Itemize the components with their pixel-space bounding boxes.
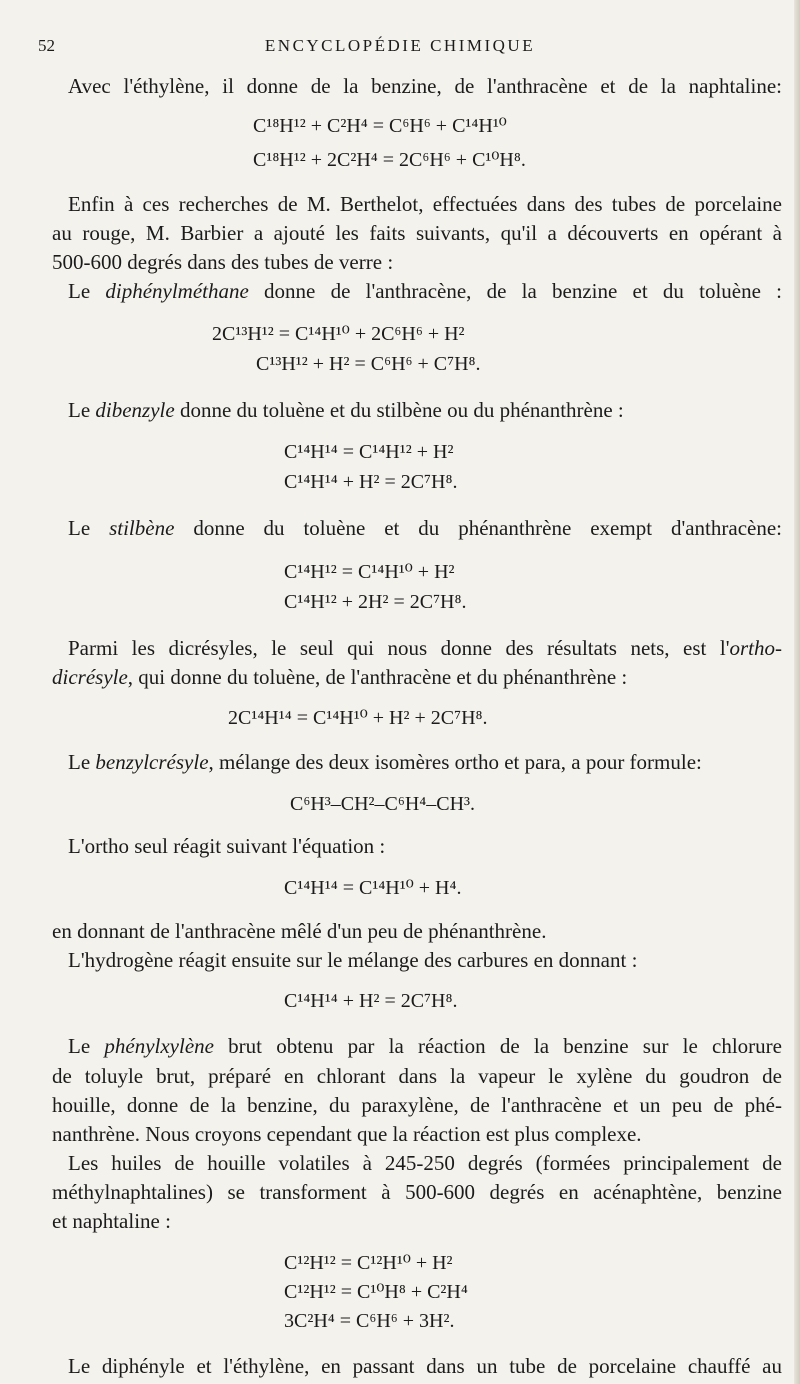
- text-run: Le: [68, 398, 96, 422]
- equation: C¹⁴H¹⁴ + H² = 2C⁷H⁸.: [284, 990, 458, 1012]
- equation: C¹⁴H¹² + 2H² = 2C⁷H⁸.: [284, 591, 467, 613]
- text-run: donne du toluène et du phénanthrène exempt d'anthracène:: [174, 516, 782, 540]
- body-line: [68, 396, 782, 424]
- equation: C¹³H¹² + H² = C⁶H⁶ + C⁷H⁸.: [256, 353, 481, 375]
- text-run: Parmi les dicrésyles, le seul qui nous donne des résultats nets, est l': [68, 636, 730, 660]
- body-line: [52, 663, 782, 691]
- text-run: Le: [68, 279, 106, 303]
- text-run: , mélange des deux isomères ortho et para, a pour formule:: [208, 750, 702, 774]
- equation: 2C¹⁴H¹⁴ = C¹⁴H¹⁰ + H² + 2C⁷H⁸.: [228, 707, 488, 729]
- body-line: nanthrène. Nous croyons cependant que la réaction est plus complexe.: [52, 1122, 642, 1146]
- body-line: houille, donne de la benzine, du paraxylène, de l'anthracène et un peu de phé-: [52, 1093, 782, 1117]
- page-number: 52: [38, 36, 55, 55]
- compound-name: benzylcrésyle: [95, 750, 209, 774]
- body-line: [68, 748, 782, 776]
- body-line: [68, 514, 782, 542]
- text-run: donne de l'anthracène, de la benzine et du toluène :: [248, 279, 783, 303]
- compound-name: diphénylméthane: [105, 279, 249, 303]
- equation: C¹²H¹² = C¹⁰H⁸ + C²H⁴: [284, 1281, 468, 1303]
- body-line: Enfin à ces recherches de M. Berthelot, effectuées dans des tubes de porcelaine: [68, 192, 782, 216]
- text-run: Le: [68, 1034, 105, 1058]
- equation: C¹⁴H¹⁴ = C¹⁴H¹² + H²: [284, 441, 454, 463]
- body-line: L'hydrogène réagit ensuite sur le mélange des carbures en donnant :: [68, 948, 638, 972]
- compound-name: dibenzyle: [95, 398, 175, 422]
- body-line: [68, 634, 782, 662]
- equation: 3C²H⁴ = C⁶H⁶ + 3H².: [284, 1310, 455, 1332]
- body-line: Avec l'éthylène, il donne de la benzine, de l'anthracène et de la naphtaline:: [68, 74, 782, 98]
- text-run: brut obtenu par la réaction de la benzine sur le chlorure: [213, 1034, 782, 1058]
- equation: C¹²H¹² = C¹²H¹⁰ + H²: [284, 1252, 453, 1274]
- body-line: [68, 1032, 782, 1060]
- text-run: donne du toluène et du stilbène ou du phénanthrène :: [174, 398, 624, 422]
- compound-name: phénylxylène: [104, 1034, 214, 1058]
- body-line: 500-600 degrés dans des tubes de verre :: [52, 250, 394, 274]
- compound-name: stilbène: [109, 516, 175, 540]
- body-line: Les huiles de houille volatiles à 245-250 degrés (formées principalement de: [68, 1151, 782, 1175]
- body-line: méthylnaphtalines) se transforment à 500-600 degrés en acénaphtène, benzine: [52, 1180, 782, 1204]
- equation: C¹⁸H¹² + C²H⁴ = C⁶H⁶ + C¹⁴H¹⁰: [253, 115, 507, 137]
- running-title: ENCYCLOPÉDIE CHIMIQUE: [264, 36, 536, 55]
- compound-name: ortho-: [729, 636, 782, 660]
- equation: C¹⁴H¹⁴ + H² = 2C⁷H⁸.: [284, 471, 458, 493]
- body-line: L'ortho seul réagit suivant l'équation :: [68, 834, 386, 858]
- text-run: , qui donne du toluène, de l'anthracène et du phénanthrène :: [127, 665, 628, 689]
- body-line: [68, 277, 782, 305]
- text-run: Le: [68, 750, 96, 774]
- body-line: Le diphényle et l'éthylène, en passant dans un tube de porcelaine chauffé au: [68, 1354, 782, 1378]
- equation: 2C¹³H¹² = C¹⁴H¹⁰ + 2C⁶H⁶ + H²: [212, 323, 465, 345]
- equation: C⁶H³–CH²–C⁶H⁴–CH³.: [290, 793, 476, 815]
- page-edge-shadow: [794, 0, 800, 1384]
- body-line: au rouge, M. Barbier a ajouté les faits suivants, qu'il a découverts en opérant à: [52, 221, 782, 245]
- body-line: en donnant de l'anthracène mêlé d'un peu de phénanthrène.: [52, 919, 547, 943]
- equation: C¹⁴H¹⁴ = C¹⁴H¹⁰ + H⁴.: [284, 877, 462, 899]
- running-header: [0, 36, 800, 62]
- compound-name: dicrésyle: [52, 665, 128, 689]
- equation: C¹⁸H¹² + 2C²H⁴ = 2C⁶H⁶ + C¹⁰H⁸.: [253, 149, 526, 171]
- body-line: de toluyle brut, préparé en chlorant dans la vapeur le xylène du goudron de: [52, 1064, 782, 1088]
- text-run: Le: [68, 516, 110, 540]
- body-line: et naphtaline :: [52, 1209, 171, 1233]
- equation: C¹⁴H¹² = C¹⁴H¹⁰ + H²: [284, 561, 455, 583]
